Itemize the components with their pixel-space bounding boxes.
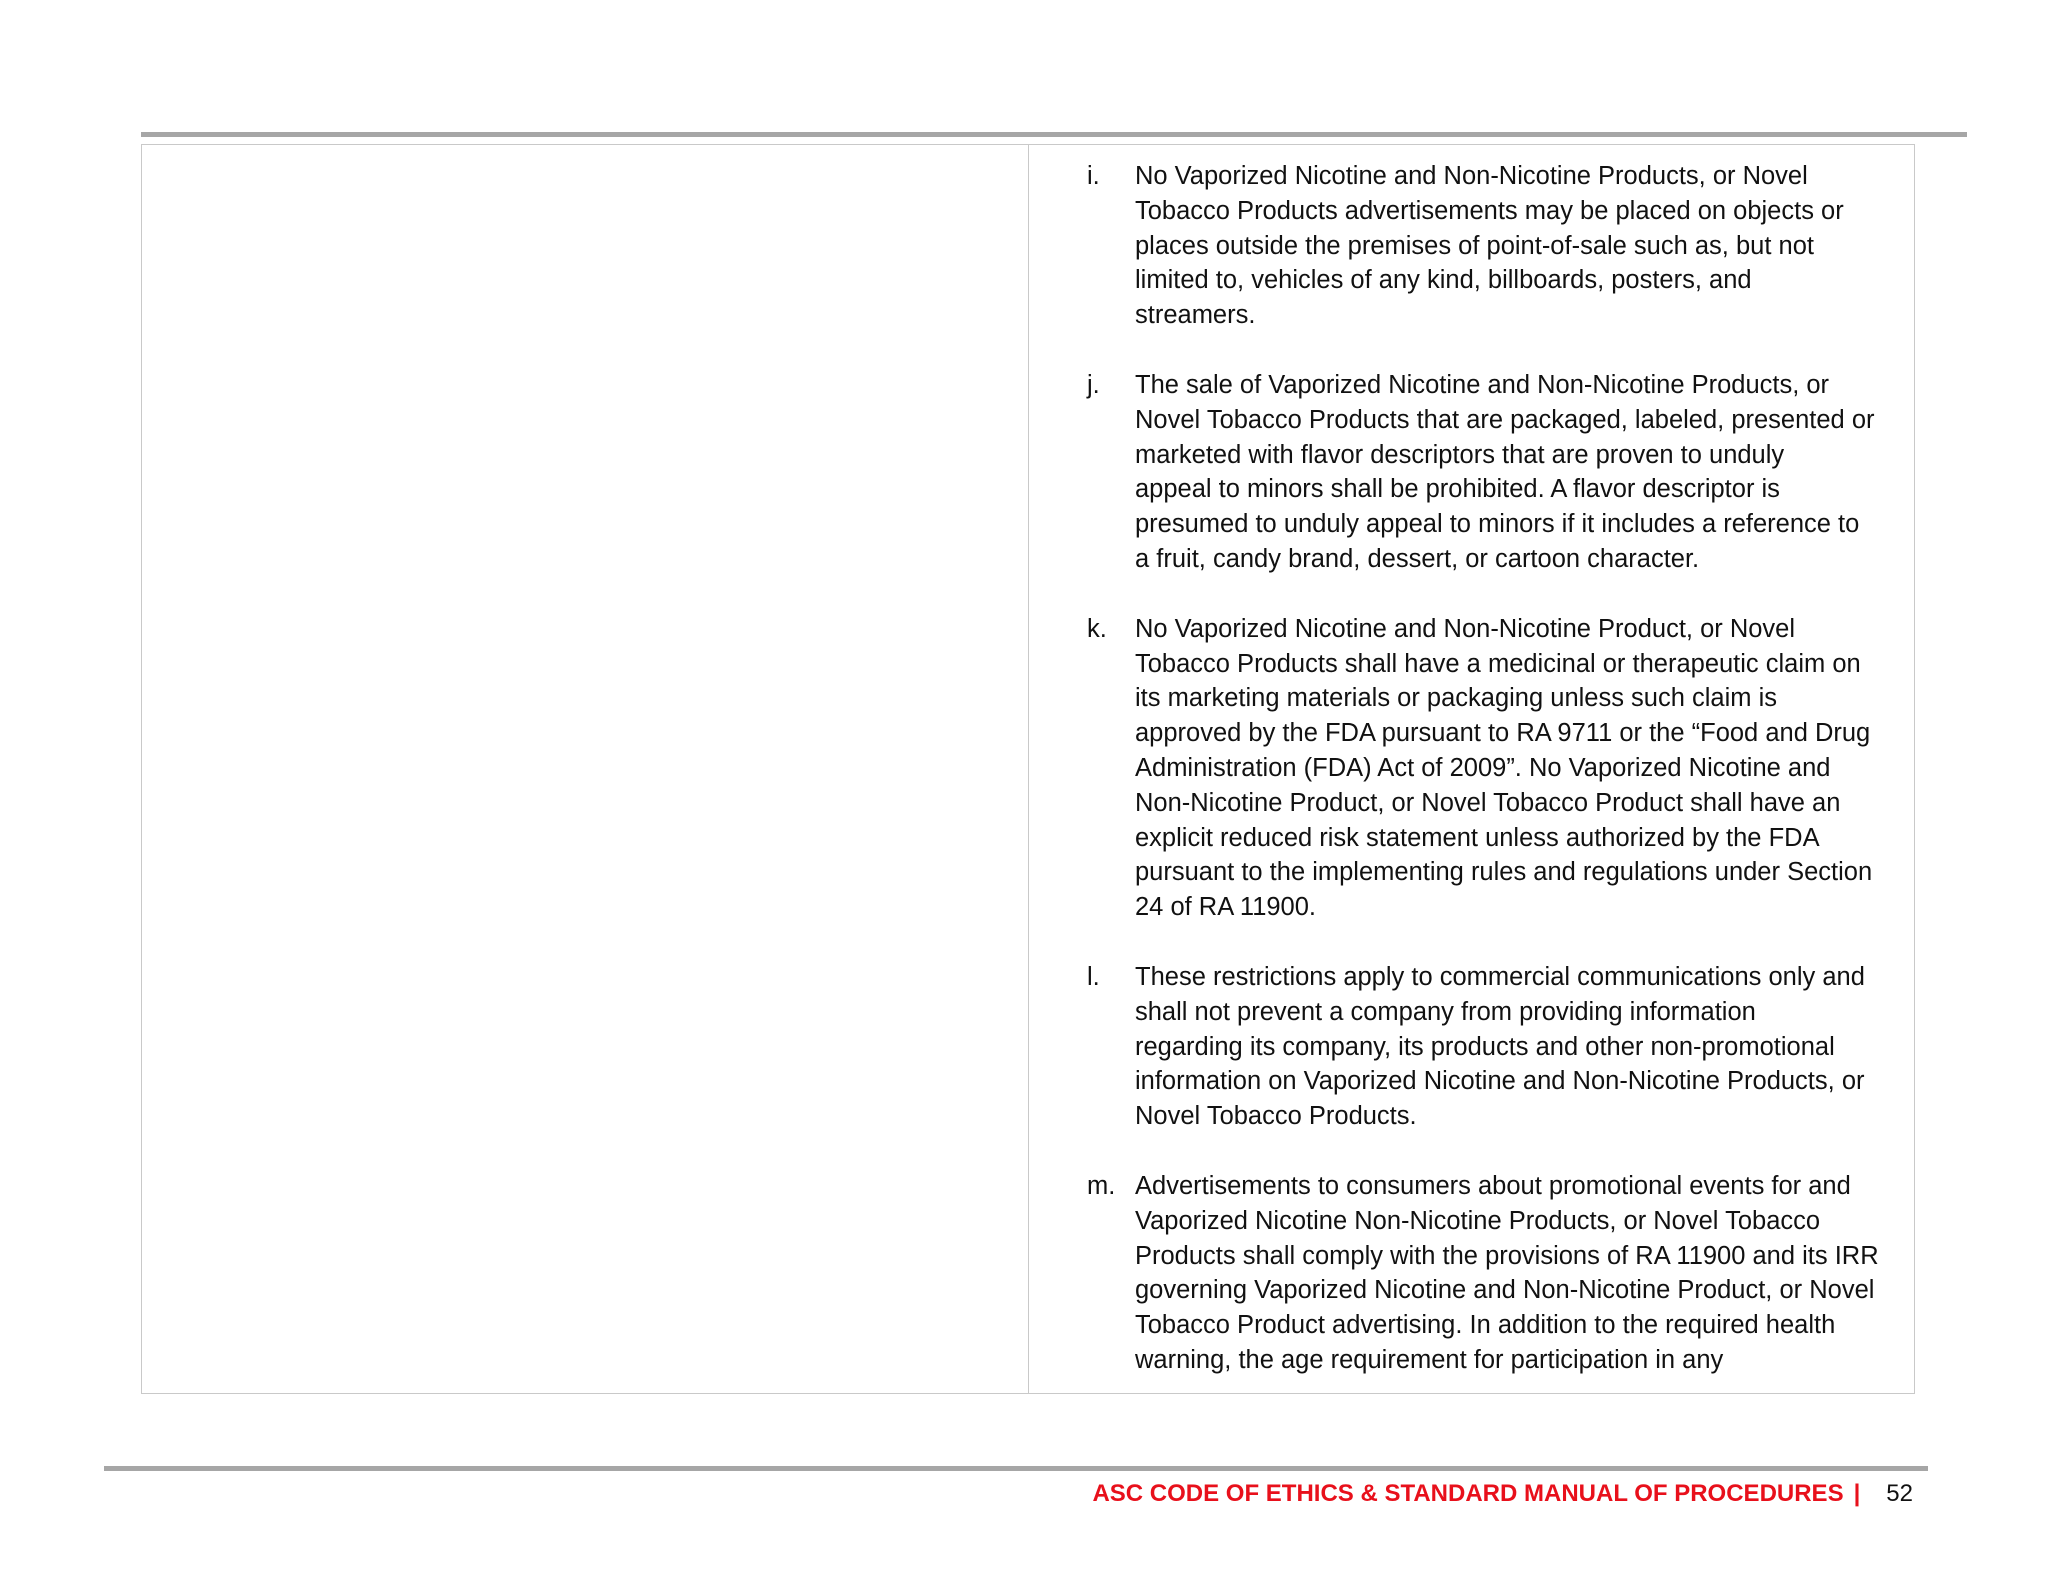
list-item-text: Advertisements to consumers about promotional events for and Vaporized Nicotine Non-Nicotine Products, or Novel Tobacco Products shall comply with the provisions of RA 11900 and its IRR governing Vaporized Nicotine and Non-Nicotine Product, or Novel Tobacco Product advertising. In addition to the required health warning, the age requirement for participation in any (1135, 1171, 1879, 1374)
list-item-letter: j. (1087, 370, 1100, 399)
list-item-letter: i. (1087, 162, 1100, 190)
list-item-letter: l. (1087, 962, 1100, 991)
right-column (1029, 145, 1914, 1393)
list-item-text: No Vaporized Nicotine and Non-Nicotine Product, or Novel Tobacco Products shall have a medicinal or therapeutic claim on its marketing materials or packaging unless such claim is approved by the FDA pursuant to RA 9711 or the “Food and Drug Administration (FDA) Act of 2009”. No Vaporized Nicotine and Non-Nicotine Product, or Novel Tobacco Product shall have an explicit reduced risk statement unless authorized by the FDA pursuant to the implementing rules and regulations under Section 24 of RA 11900. (1135, 614, 1873, 922)
left-column-empty (142, 145, 1029, 1393)
list-item (1029, 612, 1914, 925)
list-item-text: No Vaporized Nicotine and Non-Nicotine Products, or Novel Tobacco Products advertisements may be placed on objects or places outside the premises of point-of-sale such as, but not limited to, vehicles of any kind, billboards, posters, and streamers. (1135, 162, 1844, 330)
content-table (141, 144, 1915, 1394)
list-item (1029, 368, 1914, 577)
footer-title: ASC CODE OF ETHICS & STANDARD MANUAL OF PROCEDURES (1092, 1480, 1844, 1507)
footer-separator: | (1853, 1480, 1861, 1507)
page-number: 52 (1886, 1480, 1913, 1507)
list-item-text: These restrictions apply to commercial communications only and shall not prevent a company from providing information regarding its company, its products and other non-promotional information on Vaporized Nicotine and Non-Nicotine Products, or Novel Tobacco Products. (1135, 962, 1865, 1131)
page-footer (1092, 1480, 1913, 1508)
footer-rule (104, 1466, 1928, 1471)
list-item-letter: m. (1087, 1171, 1116, 1200)
header-rule (141, 132, 1967, 137)
list-item-letter: k. (1087, 614, 1107, 643)
list-item (1029, 960, 1914, 1134)
list-item (1029, 1169, 1914, 1378)
list-item (1029, 159, 1914, 333)
list-item-text: The sale of Vaporized Nicotine and Non-Nicotine Products, or Novel Tobacco Products that are packaged, labeled, presented or marketed with flavor descriptors that are proven to unduly appeal to minors shall be prohibited. A flavor descriptor is presumed to unduly appeal to minors if it includes a reference to a fruit, candy brand, dessert, or cartoon character. (1135, 370, 1875, 573)
